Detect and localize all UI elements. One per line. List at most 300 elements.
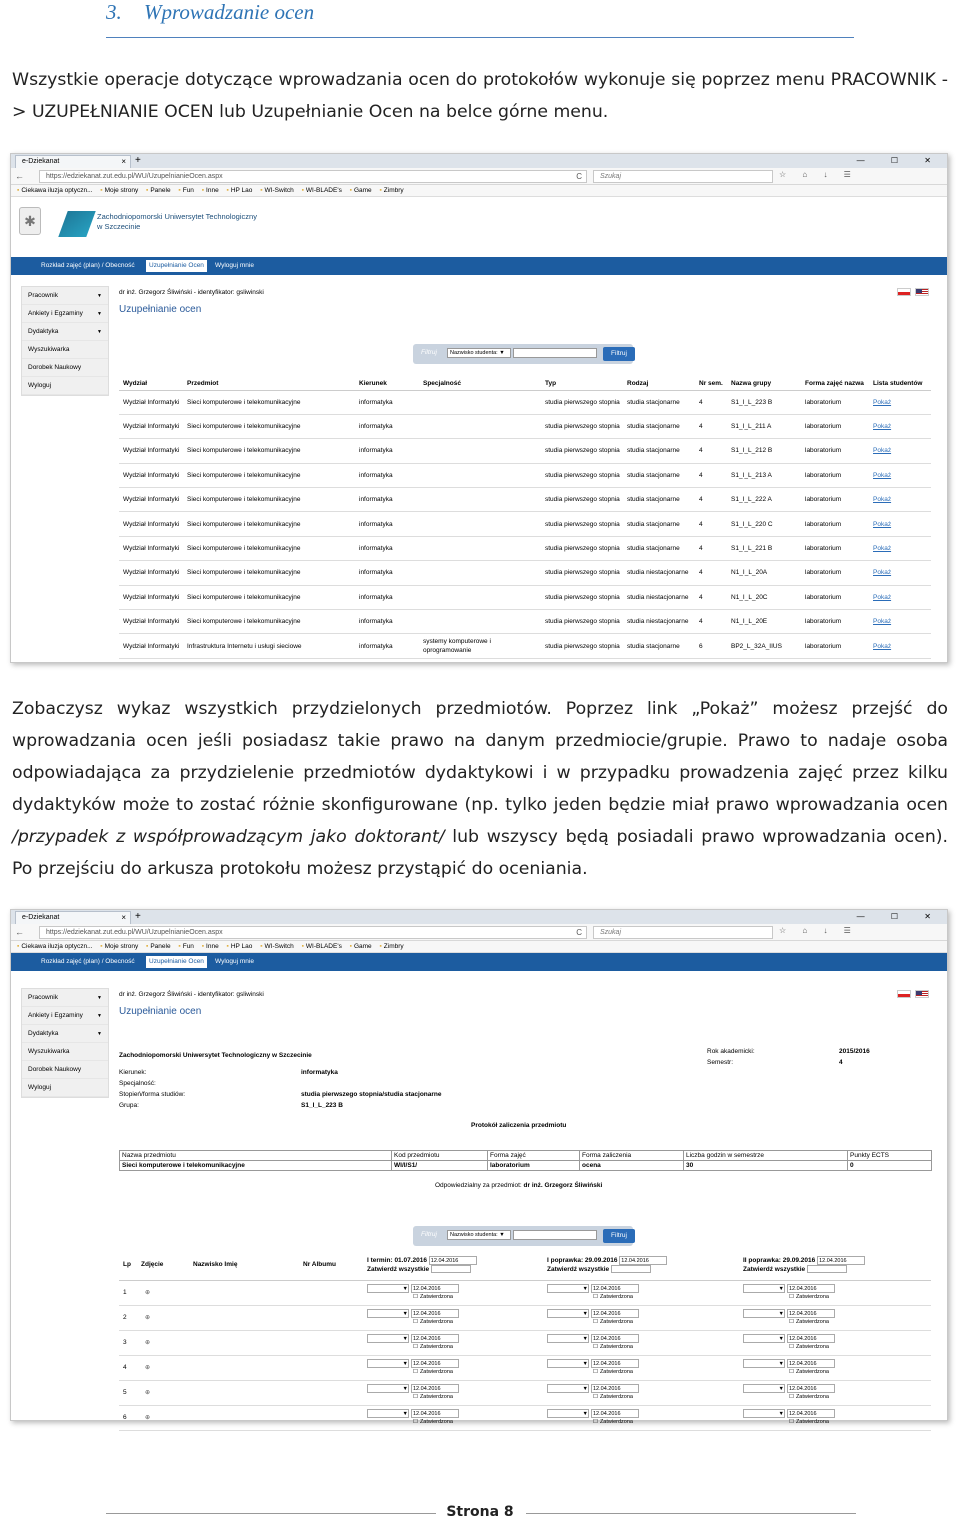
bookmark-item[interactable]: ▪ Zimbry (379, 943, 403, 950)
confirm-checkbox[interactable]: ☐ Zatwierdzona (789, 1368, 931, 1376)
bookmark-item[interactable]: ▪ Fun (178, 943, 194, 950)
pokaz-link[interactable]: Pokaż (869, 414, 931, 438)
student-name (189, 1380, 299, 1405)
term1-date-input[interactable]: 12.04.2016 (429, 1256, 477, 1265)
grade-cell-term1 (363, 1380, 543, 1405)
grade-select[interactable]: ▼ (743, 1384, 785, 1393)
grade-date-input[interactable]: 12.04.2016 (591, 1309, 639, 1318)
cell-rodzaj: studia stacjonarne (623, 512, 695, 536)
cell-forma-zajec: laboratorium (801, 512, 869, 536)
cell-typ: studia pierwszego stopnia (541, 585, 623, 609)
browser-tab-bar (11, 154, 947, 168)
grade-date-input[interactable]: 12.04.2016 (411, 1284, 459, 1293)
grade-date-input[interactable]: 12.04.2016 (591, 1359, 639, 1368)
subjects-table-body (119, 390, 931, 658)
bookmark-item[interactable]: ▪ Fun (178, 187, 194, 194)
grade-select[interactable]: ▼ (367, 1334, 409, 1343)
cell-wydzial: Wydział Informatyki (119, 610, 183, 634)
cell-nr-sem: 4 (695, 488, 727, 512)
pokaz-link[interactable]: Pokaż (869, 634, 931, 658)
subjects-table (119, 368, 931, 659)
bookmark-item[interactable]: ▪ HP Lao (227, 943, 253, 950)
pokaz-link[interactable]: Pokaż (869, 536, 931, 560)
cell-forma-zajec: laboratorium (801, 634, 869, 658)
cell-kierunek: informatyka (355, 390, 419, 414)
new-tab-icon[interactable]: + (135, 155, 141, 166)
cell-nazwa-grupy: S1_I_L_220 C (727, 512, 801, 536)
bookmark-item[interactable]: ▪ Ciekawa iluzja optyczn... (17, 187, 92, 194)
chevron-down-icon: ▼ (97, 329, 102, 335)
grade-select[interactable]: ▼ (367, 1409, 409, 1418)
cell-nazwa-grupy: S1_I_L_213 A (727, 463, 801, 487)
menu-plan[interactable]: Rozkład zajęć (plan) / Obecność (41, 262, 135, 269)
cell-nazwa-grupy: N1_I_L_20A (727, 561, 801, 585)
filter-select[interactable]: Nazwisko studenta: ▼ (447, 1230, 511, 1240)
menu-logout[interactable]: Wyloguj mnie (215, 958, 254, 965)
sidebar-item-pracownik[interactable]: Pracownik ▼ (22, 287, 108, 305)
window-controls[interactable]: — ☐ ✕ (856, 156, 943, 165)
pokaz-link[interactable]: Pokaż (869, 561, 931, 585)
cell-kierunek: informatyka (355, 488, 419, 512)
bookmark-item[interactable]: ▪ WI-BLADE's (302, 943, 342, 950)
term2-date-input[interactable]: 12.04.2016 (619, 1256, 667, 1265)
student-name (189, 1330, 299, 1355)
confirm-checkbox[interactable]: ☐ Zatwierdzona (413, 1368, 543, 1376)
grade-select[interactable]: ▼ (743, 1284, 785, 1293)
table-row (119, 488, 931, 512)
grade-cell-term3 (739, 1305, 931, 1330)
confirm-checkbox[interactable]: ☐ Zatwierdzona (789, 1418, 931, 1426)
confirm-checkbox[interactable]: ☐ Zatwierdzona (593, 1293, 739, 1301)
grade-date-input[interactable]: 12.04.2016 (411, 1384, 459, 1393)
grade-select[interactable]: ▼ (547, 1334, 589, 1343)
cell-wydzial: Wydział Informatyki (119, 463, 183, 487)
cell-forma-zajec: laboratorium (801, 414, 869, 438)
back-arrow-icon[interactable]: ← (15, 171, 24, 181)
sidebar-item-dydaktyka[interactable]: Dydaktyka ▼ (22, 1025, 108, 1043)
grade-select[interactable]: ▼ (367, 1284, 409, 1293)
grade-cell-term1 (363, 1330, 543, 1355)
confirm-checkbox[interactable]: ☐ Zatwierdzona (413, 1418, 543, 1426)
year-value: 2015/2016 (839, 1048, 870, 1055)
cell-typ: studia pierwszego stopnia (541, 439, 623, 463)
student-name (189, 1355, 299, 1380)
table-row (119, 439, 931, 463)
filter-input[interactable] (513, 1230, 597, 1240)
grades-table-body (119, 1280, 931, 1430)
confirm-checkbox[interactable]: ☐ Zatwierdzona (413, 1343, 543, 1351)
bookmark-item[interactable]: ▪ Moje strony (100, 943, 138, 950)
emblem-icon: ✱ (19, 207, 41, 235)
subject-value: laboratorium (488, 1161, 580, 1171)
subject-header: Kod przedmiotu (392, 1151, 488, 1161)
grade-date-input[interactable]: 12.04.2016 (787, 1409, 835, 1418)
row-number: 6 (119, 1405, 137, 1430)
cell-rodzaj: studia niestacjonarne (623, 561, 695, 585)
cell-typ: studia pierwszego stopnia (541, 390, 623, 414)
menu-uzupelnianie-ocen[interactable]: Uzupełnianie Ocen (145, 259, 208, 273)
grade-cell-term2 (543, 1330, 739, 1355)
bookmark-item[interactable]: ▪ Game (350, 187, 372, 194)
grade-select[interactable]: ▼ (367, 1359, 409, 1368)
english-flag-icon[interactable] (915, 990, 929, 998)
album-number (299, 1405, 363, 1430)
cell-specjalnosc (419, 585, 541, 609)
responsible-person: Odpowiedzialny za przedmiot: dr inż. Grzegorz Śliwiński (435, 1182, 603, 1189)
toolbar-icons[interactable]: ☆ ⌂ ↓ ☰ (779, 170, 858, 179)
table-row (119, 536, 931, 560)
bookmarks-bar (11, 941, 947, 953)
filter-select[interactable]: Nazwisko studenta: ▼ (447, 348, 511, 358)
bookmark-item[interactable]: ▪ WI-Switch (260, 943, 294, 950)
subject-value: 30 (684, 1161, 848, 1171)
cell-rodzaj: studia stacjonarne (623, 463, 695, 487)
browser-search-field[interactable]: Szukaj (593, 170, 773, 183)
sidebar-item-dorobek[interactable]: Dorobek Naukowy (22, 1061, 108, 1079)
bookmark-item[interactable]: ▪ WI-BLADE's (302, 187, 342, 194)
subject-value: Sieci komputerowe i telekomunikacyjne (120, 1161, 392, 1171)
year-label: Rok akademicki: (707, 1048, 755, 1055)
col-term1: I termin: 01.07.2016 12.04.2016 Zatwierdź wszystkie (363, 1250, 543, 1280)
cell-przedmiot: Sieci komputerowe i telekomunikacyjne (183, 610, 355, 634)
cell-nazwa-grupy: S1_I_L_223 B (727, 390, 801, 414)
expand-photo-icon[interactable]: ⊕ (145, 1390, 151, 1396)
user-info: dr inż. Grzegorz Śliwiński - identyfikator: gsliwinski (119, 991, 264, 998)
cell-nr-sem: 4 (695, 561, 727, 585)
grade-select[interactable]: ▼ (547, 1309, 589, 1318)
sidebar-item-wyloguj[interactable]: Wyloguj (22, 377, 108, 395)
cell-nazwa-grupy: N1_I_L_20C (727, 585, 801, 609)
row-number: 3 (119, 1330, 137, 1355)
grade-select[interactable]: ▼ (743, 1334, 785, 1343)
album-number (299, 1280, 363, 1305)
photo-cell (137, 1305, 189, 1330)
cell-kierunek: informatyka (355, 463, 419, 487)
pokaz-link[interactable]: Pokaż (869, 439, 931, 463)
language-flags (897, 288, 933, 296)
grade-select[interactable]: ▼ (743, 1309, 785, 1318)
pokaz-link[interactable]: Pokaż (869, 512, 931, 536)
bookmark-item[interactable]: ▪ Panele (146, 943, 171, 950)
grade-cell-term3 (739, 1405, 931, 1430)
cell-kierunek: informatyka (355, 561, 419, 585)
pokaz-link[interactable]: Pokaż (869, 585, 931, 609)
row-number: 1 (119, 1280, 137, 1305)
polish-flag-icon[interactable] (897, 288, 911, 296)
cell-przedmiot: Sieci komputerowe i telekomunikacyjne (183, 488, 355, 512)
browser-nav-bar (11, 168, 947, 185)
grade-cell-term1 (363, 1355, 543, 1380)
subject-header: Nazwa przedmiotu (120, 1151, 392, 1161)
grade-date-input[interactable]: 12.04.2016 (411, 1409, 459, 1418)
cell-kierunek: informatyka (355, 536, 419, 560)
table-row (119, 561, 931, 585)
screenshot-subject-list (10, 153, 948, 663)
cell-nazwa-grupy: N1_I_L_20E (727, 610, 801, 634)
pokaz-link[interactable]: Pokaż (869, 463, 931, 487)
browser-search-field[interactable]: Szukaj (593, 926, 773, 939)
confirm-checkbox[interactable]: ☐ Zatwierdzona (593, 1368, 739, 1376)
polish-flag-icon[interactable] (897, 990, 911, 998)
grade-date-input[interactable]: 12.04.2016 (591, 1334, 639, 1343)
menu-plan[interactable]: Rozkład zajęć (plan) / Obecność (41, 958, 135, 965)
grade-select[interactable]: ▼ (743, 1359, 785, 1368)
grade-select[interactable]: ▼ (547, 1409, 589, 1418)
cell-nr-sem: 4 (695, 536, 727, 560)
top-menu (11, 953, 947, 971)
filter-button[interactable]: Filtruj (603, 1229, 635, 1243)
term1-confirm-all-select[interactable] (431, 1265, 471, 1273)
filter-panel (413, 344, 633, 364)
expand-photo-icon[interactable]: ⊕ (145, 1340, 151, 1346)
table-row (119, 610, 931, 634)
col-kierunek: Kierunek (355, 368, 419, 390)
reload-icon[interactable]: C (576, 172, 582, 181)
english-flag-icon[interactable] (915, 288, 929, 296)
protocol-university: Zachodniopomorski Uniwersytet Technologiczny w Szczecinie (119, 1052, 312, 1059)
pokaz-link[interactable]: Pokaż (869, 488, 931, 512)
filter-button[interactable]: Filtruj (603, 347, 635, 361)
grade-date-input[interactable]: 12.04.2016 (787, 1284, 835, 1293)
grade-date-input[interactable]: 12.04.2016 (411, 1334, 459, 1343)
album-number (299, 1355, 363, 1380)
cell-nr-sem: 4 (695, 414, 727, 438)
sidebar-item-dorobek[interactable]: Dorobek Naukowy (22, 359, 108, 377)
grade-date-input[interactable]: 12.04.2016 (591, 1384, 639, 1393)
pokaz-link[interactable]: Pokaż (869, 610, 931, 634)
window-controls[interactable]: — ☐ ✕ (856, 912, 943, 921)
subject-header: Forma zajęć (488, 1151, 580, 1161)
col-term2: I poprawka: 29.09.2016 12.04.2016 Zatwierdź wszystkie (543, 1250, 739, 1280)
sidebar-item-dydaktyka[interactable]: Dydaktyka ▼ (22, 323, 108, 341)
grade-select[interactable]: ▼ (367, 1309, 409, 1318)
cell-nazwa-grupy: S1_I_L_212 B (727, 439, 801, 463)
term3-confirm-all-select[interactable] (807, 1265, 847, 1273)
address-bar[interactable]: https://edziekanat.zut.edu.pl/WU/UzupelnianieOcen.aspx C (39, 170, 587, 183)
cell-forma-zajec: laboratorium (801, 390, 869, 414)
col-lista-studentow: Lista studentów (869, 368, 931, 390)
grade-date-input[interactable]: 12.04.2016 (787, 1359, 835, 1368)
grade-select[interactable]: ▼ (547, 1384, 589, 1393)
explanation-paragraph: Zobaczysz wykaz wszystkich przydzielonych przedmiotów. Poprzez link „Pokaż” możesz przejść do wprowadzania ocen jeśli posiadasz takie prawo na danym przedmiocie/grupie. Prawo to nadaje osoba odpowiadająca za przydzielenie przedmiotów dydaktykowi i w przypadku prowadzenia zajęć przez kilku dydaktyków może to zostać różnie skonfigurowane (np. tylko jeden będzie miał prawo wprowadzania ocen /przypadek z współprowadzącym jako doktorant/ lub wszyscy będą posiadali prawo wprowadzania ocen). Po przejściu do arkusza protokołu możesz przystąpić do oceniania. (12, 699, 949, 879)
browser-tab[interactable]: e-Dziekanat × (15, 911, 131, 924)
page-number: Strona 8 (446, 1504, 514, 1520)
chevron-down-icon: ▼ (97, 995, 102, 1001)
bookmarks-bar (11, 185, 947, 197)
browser-tab-bar (11, 910, 947, 924)
dropdown-arrow-icon: ▼ (499, 350, 505, 356)
sidebar-item-pracownik[interactable]: Pracownik ▼ (22, 989, 108, 1007)
cell-specjalnosc (419, 512, 541, 536)
sidebar-item-wyloguj[interactable]: Wyloguj (22, 1079, 108, 1097)
grade-date-input[interactable]: 12.04.2016 (787, 1309, 835, 1318)
sidebar-item-wyszukiwarka[interactable]: Wyszukiwarka (22, 341, 108, 359)
grade-select[interactable]: ▼ (547, 1284, 589, 1293)
bookmark-item[interactable]: ▪ Ciekawa iluzja optyczn... (17, 943, 92, 950)
grade-date-input[interactable]: 12.04.2016 (411, 1309, 459, 1318)
table-row (119, 1330, 931, 1355)
back-arrow-icon[interactable]: ← (15, 927, 24, 937)
confirm-checkbox[interactable]: ☐ Zatwierdzona (789, 1293, 931, 1301)
cell-specjalnosc (419, 610, 541, 634)
new-tab-icon[interactable]: + (135, 911, 141, 922)
student-name (189, 1280, 299, 1305)
col-name: Nazwisko Imię (189, 1250, 299, 1280)
section-heading (106, 0, 854, 38)
bookmark-item[interactable]: ▪ Zimbry (379, 187, 403, 194)
col-nr-sem: Nr sem. (695, 368, 727, 390)
intro-paragraph: Wszystkie operacje dotyczące wprowadzania ocen do protokołów wykonuje się poprzez menu PRACOWNIK -> UZUPEŁNIANIE OCEN lub Uzupełnianie Ocen na belce górne menu. (12, 70, 948, 122)
confirm-checkbox[interactable]: ☐ Zatwierdzona (789, 1393, 931, 1401)
chevron-down-icon: ▼ (97, 293, 102, 299)
grade-cell-term2 (543, 1280, 739, 1305)
col-rodzaj: Rodzaj (623, 368, 695, 390)
cell-nr-sem: 4 (695, 463, 727, 487)
bookmark-item[interactable]: ▪ Moje strony (100, 187, 138, 194)
grade-date-input[interactable]: 12.04.2016 (787, 1384, 835, 1393)
confirm-checkbox[interactable]: ☐ Zatwierdzona (789, 1343, 931, 1351)
grade-date-input[interactable]: 12.04.2016 (411, 1359, 459, 1368)
filter-input[interactable] (513, 348, 597, 358)
grade-date-input[interactable]: 12.04.2016 (591, 1409, 639, 1418)
menu-uzupelnianie-ocen[interactable]: Uzupełnianie Ocen (145, 955, 208, 969)
dropdown-arrow-icon: ▼ (499, 1232, 505, 1238)
col-forma-zajec: Forma zajęć nazwa (801, 368, 869, 390)
cell-forma-zajec: laboratorium (801, 463, 869, 487)
grade-cell-term1 (363, 1405, 543, 1430)
toolbar-icons[interactable]: ☆ ⌂ ↓ ☰ (779, 926, 858, 935)
confirm-checkbox[interactable]: ☐ Zatwierdzona (593, 1318, 739, 1326)
bookmark-item[interactable]: ▪ Game (350, 943, 372, 950)
cell-specjalnosc (419, 414, 541, 438)
browser-tab[interactable]: e-Dziekanat × (15, 155, 131, 168)
photo-cell (137, 1330, 189, 1355)
info-label: Stopień/forma studiów: (119, 1091, 186, 1098)
filter-panel (413, 1226, 633, 1246)
confirm-checkbox[interactable]: ☐ Zatwierdzona (413, 1318, 543, 1326)
sidebar (21, 286, 109, 396)
cell-nazwa-grupy: S1_I_L_221 B (727, 536, 801, 560)
photo-cell (137, 1355, 189, 1380)
semester-value: 4 (839, 1059, 843, 1066)
confirm-checkbox[interactable]: ☐ Zatwierdzona (413, 1393, 543, 1401)
subject-value: ocena (580, 1161, 684, 1171)
sidebar-item-ankiety[interactable]: Ankiety i Egzaminy ▼ (22, 305, 108, 323)
section-title: Wprowadzanie ocen (144, 0, 315, 24)
cell-przedmiot: Sieci komputerowe i telekomunikacyjne (183, 414, 355, 438)
grade-date-input[interactable]: 12.04.2016 (591, 1284, 639, 1293)
table-row (119, 390, 931, 414)
bookmark-item[interactable]: ▪ Panele (146, 187, 171, 194)
cell-typ: studia pierwszego stopnia (541, 536, 623, 560)
sidebar (21, 988, 109, 1098)
grade-date-input[interactable]: 12.04.2016 (787, 1334, 835, 1343)
cell-przedmiot: Infrastruktura Internetu i usługi sieciowe (183, 634, 355, 658)
col-album: Nr Albumu (299, 1250, 363, 1280)
cell-przedmiot: Sieci komputerowe i telekomunikacyjne (183, 536, 355, 560)
grade-select[interactable]: ▼ (743, 1409, 785, 1418)
info-value: studia pierwszego stopnia/studia stacjonarne (301, 1091, 442, 1098)
subject-value: 0 (848, 1161, 932, 1171)
grade-select[interactable]: ▼ (547, 1359, 589, 1368)
table-row (119, 1305, 931, 1330)
expand-photo-icon[interactable]: ⊕ (145, 1415, 151, 1421)
filter-label: Filtruj (421, 1231, 437, 1238)
cell-przedmiot: Sieci komputerowe i telekomunikacyjne (183, 561, 355, 585)
grade-cell-term1 (363, 1280, 543, 1305)
cell-wydzial: Wydział Informatyki (119, 414, 183, 438)
cell-nr-sem: 4 (695, 512, 727, 536)
cell-przedmiot: Sieci komputerowe i telekomunikacyjne (183, 512, 355, 536)
bookmark-item[interactable]: ▪ Inne (202, 943, 219, 950)
bookmark-item[interactable]: ▪ HP Lao (227, 187, 253, 194)
menu-logout[interactable]: Wyloguj mnie (215, 262, 254, 269)
term3-date-input[interactable]: 12.04.2016 (817, 1256, 865, 1265)
student-name (189, 1405, 299, 1430)
screenshot-protocol (10, 909, 948, 1425)
cell-rodzaj: studia stacjonarne (623, 488, 695, 512)
term2-confirm-all-select[interactable] (611, 1265, 651, 1273)
cell-typ: studia pierwszego stopnia (541, 488, 623, 512)
cell-nr-sem: 4 (695, 439, 727, 463)
bookmark-item[interactable]: ▪ Inne (202, 187, 219, 194)
close-tab-icon[interactable]: × (121, 913, 126, 922)
sidebar-item-ankiety[interactable]: Ankiety i Egzaminy ▼ (22, 1007, 108, 1025)
grade-cell-term1 (363, 1305, 543, 1330)
cell-typ: studia pierwszego stopnia (541, 561, 623, 585)
confirm-checkbox[interactable]: ☐ Zatwierdzona (593, 1343, 739, 1351)
cell-wydzial: Wydział Informatyki (119, 634, 183, 658)
chevron-down-icon: ▼ (97, 1013, 102, 1019)
cell-rodzaj: studia stacjonarne (623, 634, 695, 658)
language-flags (897, 990, 933, 998)
university-name: Zachodniopomorski Uniwersytet Technologiczny w Szczecinie (97, 212, 257, 231)
confirm-checkbox[interactable]: ☐ Zatwierdzona (413, 1293, 543, 1301)
cell-specjalnosc (419, 463, 541, 487)
address-bar[interactable]: https://edziekanat.zut.edu.pl/WU/UzupelnianieOcen.aspx C (39, 926, 587, 939)
cell-rodzaj: studia stacjonarne (623, 536, 695, 560)
sidebar-item-wyszukiwarka[interactable]: Wyszukiwarka (22, 1043, 108, 1061)
cell-przedmiot: Sieci komputerowe i telekomunikacyjne (183, 463, 355, 487)
grade-cell-term2 (543, 1355, 739, 1380)
expand-photo-icon[interactable]: ⊕ (145, 1290, 151, 1296)
confirm-checkbox[interactable]: ☐ Zatwierdzona (789, 1318, 931, 1326)
reload-icon[interactable]: C (576, 928, 582, 937)
confirm-checkbox[interactable]: ☐ Zatwierdzona (593, 1393, 739, 1401)
cell-rodzaj: studia niestacjonarne (623, 610, 695, 634)
semester-label: Semestr: (707, 1059, 734, 1066)
page-footer (0, 1500, 960, 1523)
bookmark-item[interactable]: ▪ WI-Switch (260, 187, 294, 194)
cell-typ: studia pierwszego stopnia (541, 414, 623, 438)
expand-photo-icon[interactable]: ⊕ (145, 1315, 151, 1321)
table-row (119, 1280, 931, 1305)
pokaz-link[interactable]: Pokaż (869, 390, 931, 414)
col-lp: Lp (119, 1250, 137, 1280)
cell-wydzial: Wydział Informatyki (119, 536, 183, 560)
cell-nr-sem: 4 (695, 585, 727, 609)
confirm-checkbox[interactable]: ☐ Zatwierdzona (593, 1418, 739, 1426)
cell-typ: studia pierwszego stopnia (541, 610, 623, 634)
photo-cell (137, 1280, 189, 1305)
expand-photo-icon[interactable]: ⊕ (145, 1365, 151, 1371)
grade-select[interactable]: ▼ (367, 1384, 409, 1393)
close-tab-icon[interactable]: × (121, 157, 126, 166)
zut-logo-icon (58, 211, 95, 237)
grade-cell-term3 (739, 1380, 931, 1405)
cell-specjalnosc (419, 561, 541, 585)
info-label: Specjalność: (119, 1080, 156, 1087)
